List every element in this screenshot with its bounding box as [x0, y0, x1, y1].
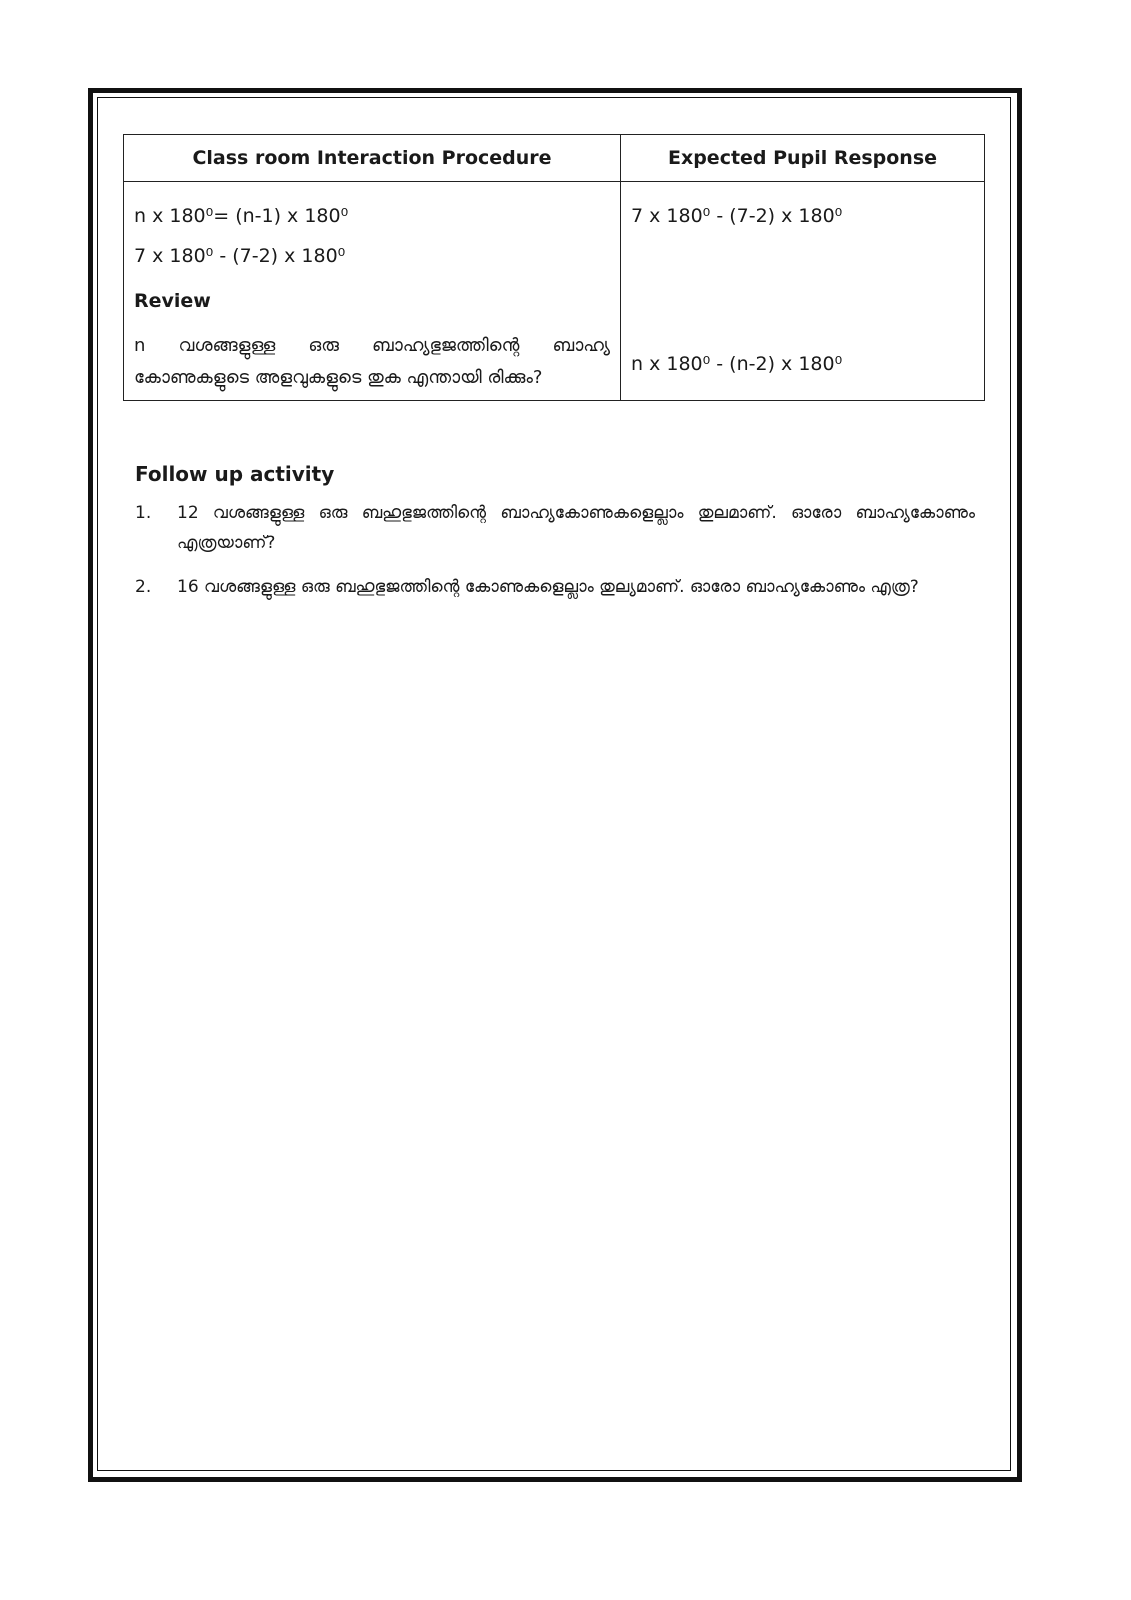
equation-1: n x 180⁰= (n-1) x 180⁰	[134, 205, 349, 227]
equation-2: 7 x 180⁰ - (7-2) x 180⁰	[134, 245, 346, 267]
procedure-cell	[124, 182, 621, 401]
table-row	[124, 182, 985, 401]
review-question: n വശങ്ങളുള്ള ഒരു ബാഹ്യഭുജത്തിന്റെ ബാഹ്യ കോണുകളുടെ അളവുകളുടെ തുക എന്തായി രിക്കും?	[134, 335, 610, 388]
header-response: Expected Pupil Response	[621, 135, 985, 182]
lesson-table	[123, 134, 985, 401]
item-number: 1.	[135, 503, 152, 523]
response-1: 7 x 180⁰ - (7-2) x 180⁰	[631, 205, 843, 227]
follow-up-section	[135, 462, 975, 616]
table-header-row	[124, 135, 985, 182]
response-2: n x 180⁰ - (n-2) x 180⁰	[631, 353, 843, 375]
list-item	[135, 498, 975, 558]
header-procedure: Class room Interaction Procedure	[124, 135, 621, 182]
item-text: 16 വശങ്ങളുള്ള ഒരു ബഹുഭുജത്തിന്റെ കോണുകളെല്ലാം തുല്യമാണ്. ഓരോ ബാഹ്യകോണും എത്ര?	[177, 577, 919, 597]
item-number: 2.	[135, 577, 152, 597]
list-item	[135, 572, 975, 602]
follow-up-heading: Follow up activity	[135, 462, 335, 486]
response-cell	[621, 182, 985, 401]
item-text: 12 വശങ്ങളുള്ള ഒരു ബഹുഭുജത്തിന്റെ ബാഹ്യകോണുകളെല്ലാം തുലമാണ്. ഓരോ ബാഹ്യകോണും എത്രയാണ്?	[177, 503, 975, 553]
review-heading: Review	[134, 290, 211, 312]
